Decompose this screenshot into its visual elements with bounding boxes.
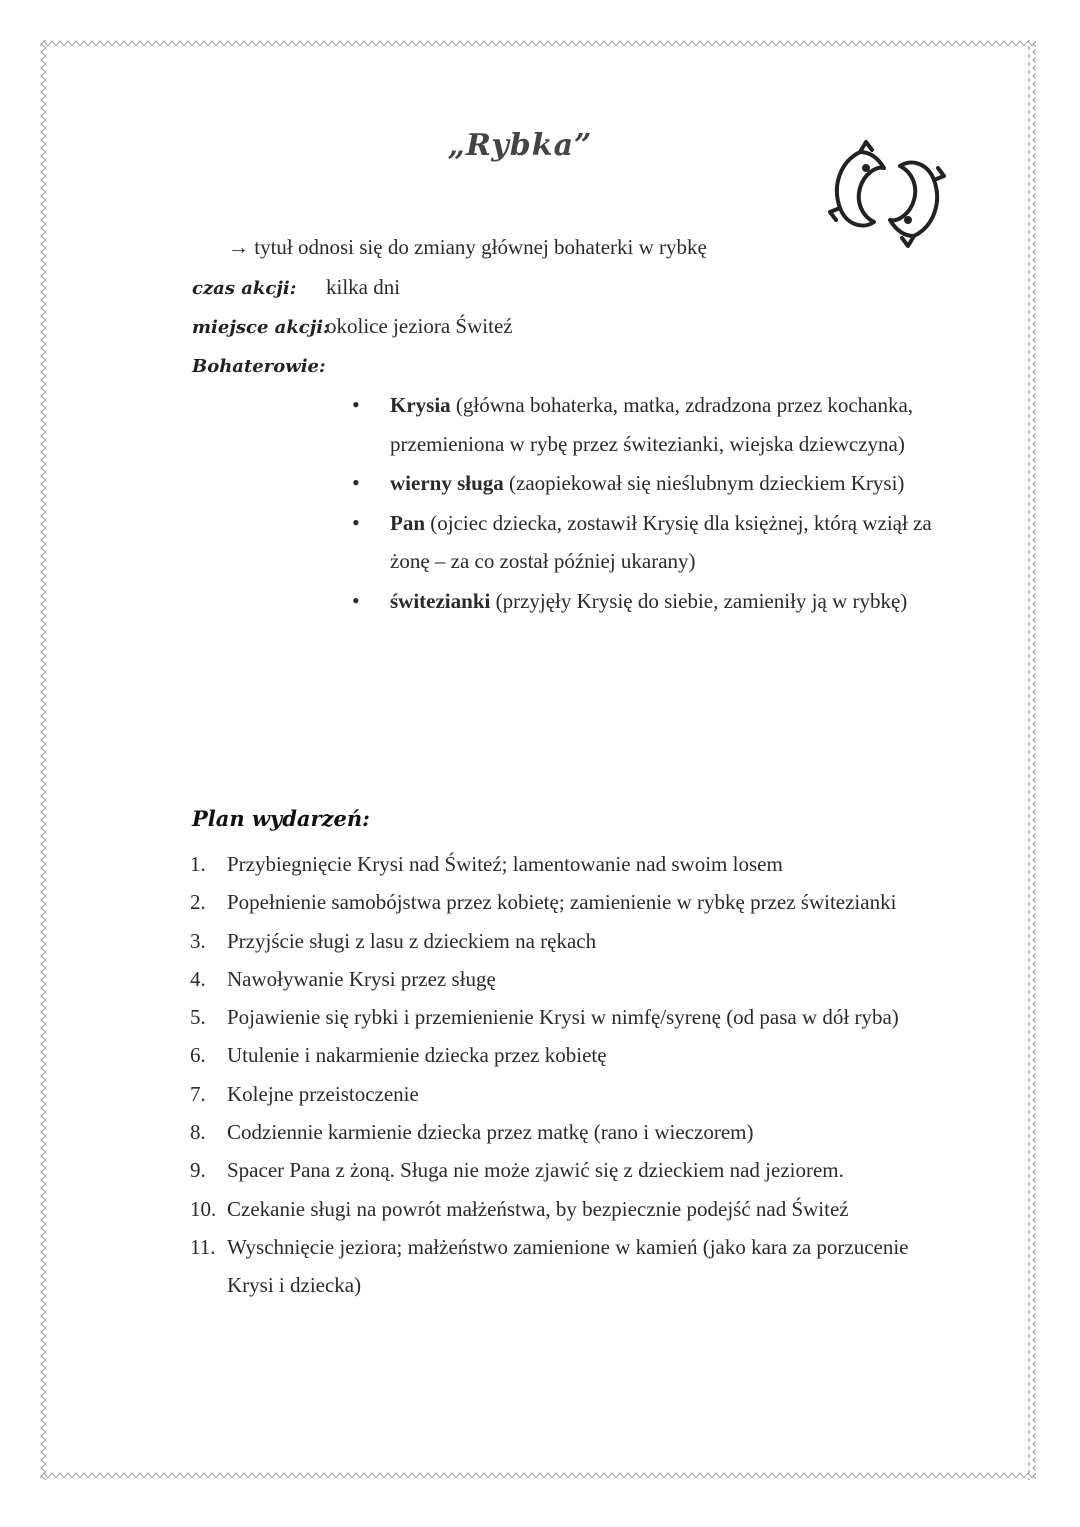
plan-number: 1.	[190, 852, 206, 876]
plan-text: Pojawienie się rybki i przemienienie Krysi w nimfę/syrenę (od pasa w dół ryba)	[227, 1005, 899, 1030]
hero-name: Krysia	[390, 393, 451, 417]
hero-item	[352, 504, 972, 581]
plan-number: 9.	[190, 1158, 206, 1183]
plan-number: 6.	[190, 1043, 206, 1068]
hero-item	[352, 582, 972, 621]
plan-number: 5.	[190, 1005, 206, 1030]
hero-desc: (zaopiekował się nieślubnym dzieckiem Krysi)	[509, 471, 905, 495]
plan-number: 8.	[190, 1120, 206, 1145]
hero-desc: (główna bohaterka, matka, zdradzona przez kochanka, przemieniona w rybę przez świtezianki, wiejska dziewczyna)	[390, 393, 914, 456]
plan-text: Popełnienie samobójstwa przez kobietę; zamienienie w rybkę przez świtezianki	[227, 890, 897, 915]
hero-desc: (przyjęły Krysię do siebie, zamieniły ją w rybkę)	[495, 588, 908, 613]
hero-name: wierny sługa	[390, 471, 504, 495]
plan-item	[190, 883, 950, 921]
time-row	[192, 268, 296, 308]
plan-item	[190, 1190, 950, 1228]
plan-number: 4.	[190, 966, 206, 991]
plan-number: 10.	[190, 1196, 217, 1221]
plan-number: 7.	[190, 1081, 206, 1106]
hero-item	[352, 464, 972, 503]
heroes-list	[352, 386, 972, 621]
plan-item	[190, 998, 950, 1036]
plan-list	[190, 845, 950, 1305]
heroes-row	[192, 346, 326, 386]
hero-name: Pan	[390, 510, 426, 535]
plan-text: Czekanie sługi na powrót małżeństwa, by bezpiecznie podejść nad Świteź	[227, 1196, 849, 1221]
plan-item	[190, 922, 950, 960]
plan-item	[190, 1151, 950, 1189]
fish-icon	[822, 138, 952, 250]
hero-desc: (ojciec dziecka, zostawił Krysię dla księżnej, którą wziął za żonę – za co został później ukarany)	[390, 510, 932, 573]
heroes-label: Bohaterowie:	[192, 356, 326, 377]
place-row	[192, 307, 330, 347]
plan-number: 2.	[190, 890, 206, 915]
plan-heading: Plan wydarzeń:	[192, 806, 370, 831]
plan-item	[190, 1228, 950, 1305]
plan-text: Utulenie i nakarmienie dziecka przez kobietę	[227, 1043, 607, 1068]
plan-text: Kolejne przeistoczenie	[227, 1081, 419, 1106]
page-title: „Rybka”	[447, 128, 593, 163]
plan-text: Wyschnięcie jeziora; małżeństwo zamienione w kamień (jako kara za porzucenie Krysi i dziecka)	[227, 1234, 909, 1298]
hero-item	[352, 386, 972, 463]
plan-text: Przyjście sługi z lasu z dzieckiem na rękach	[227, 928, 597, 953]
time-label: czas akcji:	[192, 278, 297, 299]
plan-number: 3.	[190, 928, 206, 953]
plan-text: Codziennie karmienie dziecka przez matkę (rano i wieczorem)	[227, 1120, 754, 1145]
plan-text: Przybiegnięcie Krysi nad Świteź; lamentowanie nad swoim losem	[227, 852, 783, 876]
plan-item	[190, 1075, 950, 1113]
plan-number: 11.	[190, 1234, 216, 1259]
plan-item	[190, 1036, 950, 1074]
time-value: kilka dni	[326, 275, 401, 299]
intro-text: → tytuł odnosi się do zmiany głównej bohaterki w rybkę	[228, 235, 707, 259]
place-label: miejsce akcji:	[192, 317, 330, 338]
plan-item	[190, 960, 950, 998]
plan-item	[190, 845, 950, 883]
plan-text: Nawoływanie Krysi przez sługę	[227, 966, 496, 991]
plan-item	[190, 1113, 950, 1151]
hero-name: świtezianki	[390, 588, 491, 613]
place-value: okolice jeziora Świteź	[326, 314, 513, 338]
plan-text: Spacer Pana z żoną. Sługa nie może zjawić się z dzieckiem nad jeziorem.	[227, 1158, 844, 1183]
